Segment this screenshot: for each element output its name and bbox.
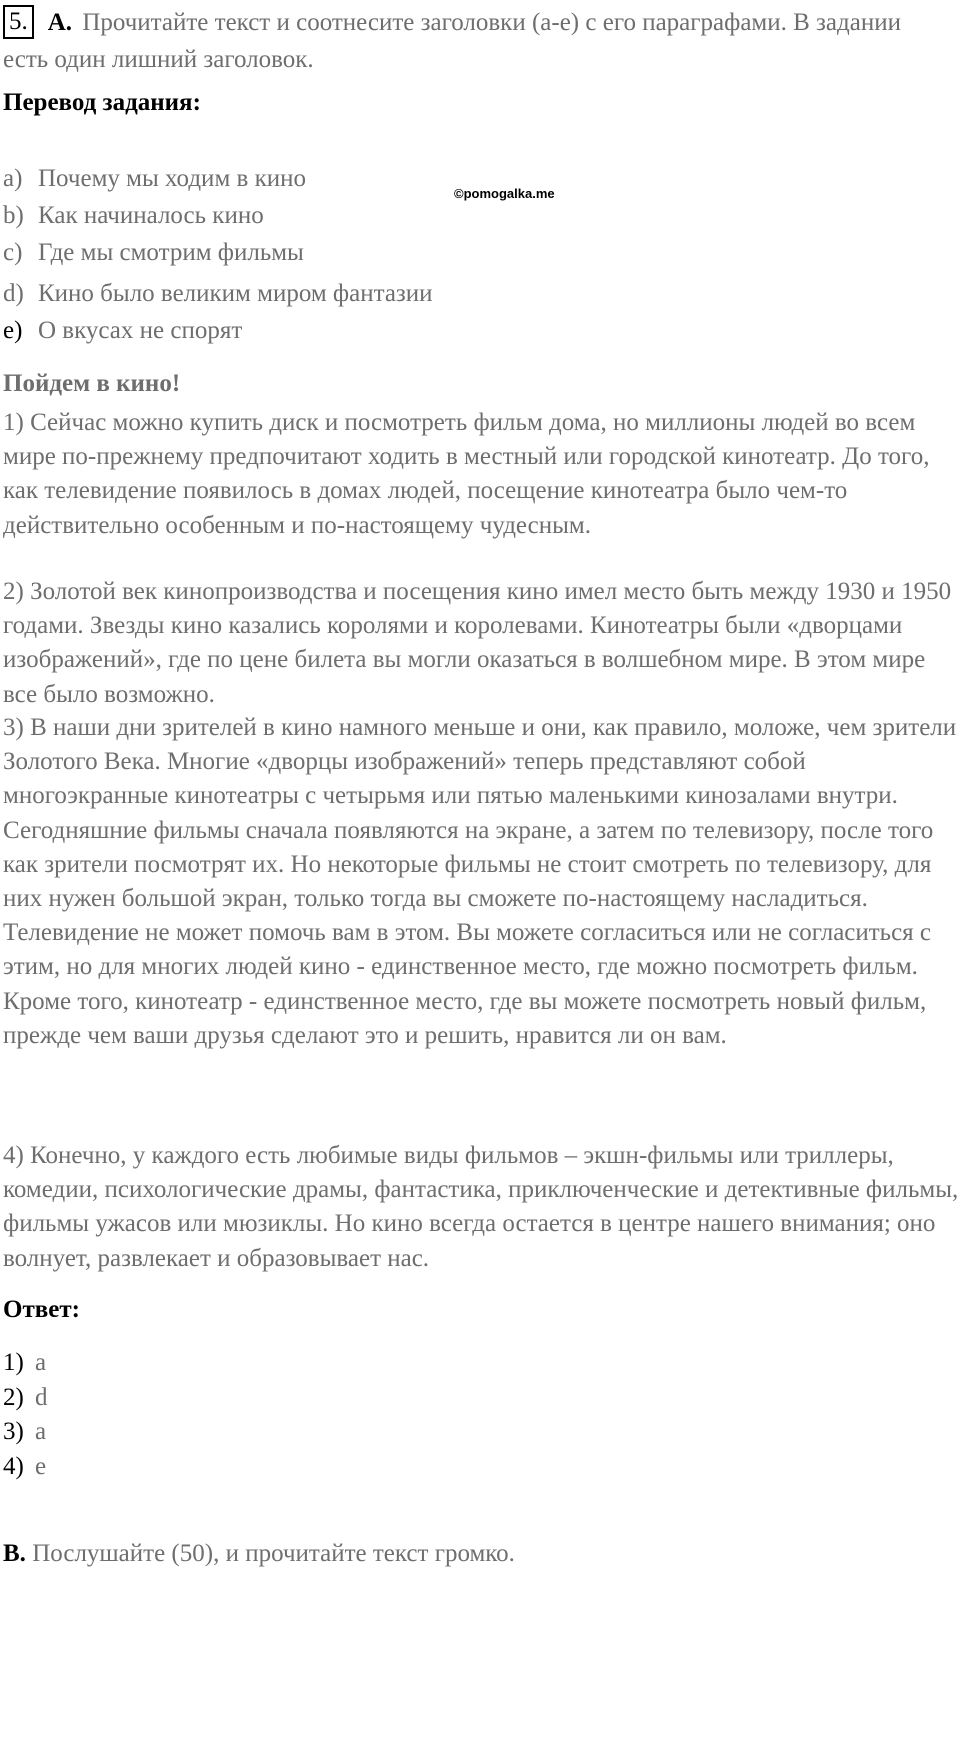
option-item xyxy=(3,275,433,312)
task-header xyxy=(3,4,943,78)
answer-number: 3) xyxy=(3,1418,24,1445)
heading-options-list xyxy=(3,160,433,349)
article-paragraph-4: 4) Конечно, у каждого есть любимые виды фильмов – экшн-фильмы или триллеры, комедии, психологические драмы, фантастика, приключенческие и детективные фильмы, фильмы ужасов или мюзиклы. Но кино всегда остается в центре нашего внимания; оно волнует, развлекает и образовывает нас. xyxy=(3,1142,959,1272)
watermark: ©pomogalka.me xyxy=(454,186,555,201)
option-text: Где мы смотрим фильмы xyxy=(38,239,304,266)
option-text: Почему мы ходим в кино xyxy=(38,165,306,192)
article-paragraph-2: 2) Золотой век кинопроизводства и посещения кино имел место быть между 1930 и 1950 годами. Звезды кино казались королями и королевами. Кинотеатры были «дворцами изображений», где по цене билета вы могли оказаться в волшебном мире. В этом мире все было возможно. xyxy=(3,578,952,708)
answer-number: 4) xyxy=(3,1452,24,1480)
option-text: Кино было великим миром фантазии xyxy=(38,280,433,307)
option-text: О вкусах не спорят xyxy=(38,317,243,344)
article-paragraph-1: 1) Сейчас можно купить диск и посмотреть фильм дома, но миллионы людей во всем мире по-прежнему предпочитают ходить в местный или городской кинотеатр. До того, как телевидение появилось в домах людей, посещение кинотеатра было чем-то действительно особенным и по-настоящему чудесным. xyxy=(3,409,930,539)
answer-item xyxy=(3,1346,48,1381)
answer-number: 1) xyxy=(3,1349,24,1376)
answer-heading: Ответ: xyxy=(3,1296,80,1323)
option-letter: e) xyxy=(3,317,23,344)
answer-value: a xyxy=(35,1418,47,1445)
option-text: Как начиналось кино xyxy=(38,202,264,229)
task-letter: A. xyxy=(47,9,73,36)
option-letter: a) xyxy=(3,165,23,192)
article-paragraph-3: 3) В наши дни зрителей в кино намного меньше и они, как правило, моложе, чем зрители Золотого Века. Многие «дворцы изображений» теперь представляют собой многоэкранные кинотеатры с четырьмя или пятью маленькими кинозалами внутри. Сегодняшние фильмы сначала появляются на экране, а затем по телевизору, после того как зрители посмотрят их. Но некоторые фильмы не стоит смотреть по телевизору, для них нужен большой экран, только тогда вы сможете по-настоящему насладиться. Телевидение не может помочь вам в этом. Вы можете согласиться или не согласиться с этим, но для многих людей кино - единственное место, где можно посмотреть фильм. Кроме того, кинотеатр - единственное место, где вы можете посмотреть новый фильм, прежде чем ваши друзья сделают это и решить, нравится ли он вам. xyxy=(3,714,957,1049)
task-number: 5. xyxy=(3,5,34,39)
article-title: Пойдем в кино! xyxy=(3,370,181,397)
option-item xyxy=(3,160,433,197)
task-b xyxy=(3,1535,515,1572)
answer-item xyxy=(3,1450,48,1485)
option-letter: c) xyxy=(3,239,23,266)
answer-value: e xyxy=(35,1452,47,1480)
option-item xyxy=(3,312,433,349)
answer-list xyxy=(3,1346,48,1484)
option-item xyxy=(3,197,433,234)
answer-value: a xyxy=(35,1349,47,1376)
task-b-letter: B. xyxy=(3,1540,26,1567)
task-b-instruction: Послушайте (50), и прочитайте текст громко. xyxy=(32,1540,515,1567)
option-letter: d) xyxy=(3,280,24,307)
translation-heading: Перевод задания: xyxy=(3,89,201,116)
answer-item xyxy=(3,1381,48,1416)
option-item xyxy=(3,234,433,271)
task-instruction: Прочитайте текст и соотнесите заголовки (a-e) с его параграфами. В задании есть один лишний заголовок. xyxy=(3,9,901,73)
answer-value: d xyxy=(35,1383,48,1411)
answer-number: 2) xyxy=(3,1383,24,1411)
option-letter: b) xyxy=(3,202,24,229)
answer-item xyxy=(3,1415,48,1450)
